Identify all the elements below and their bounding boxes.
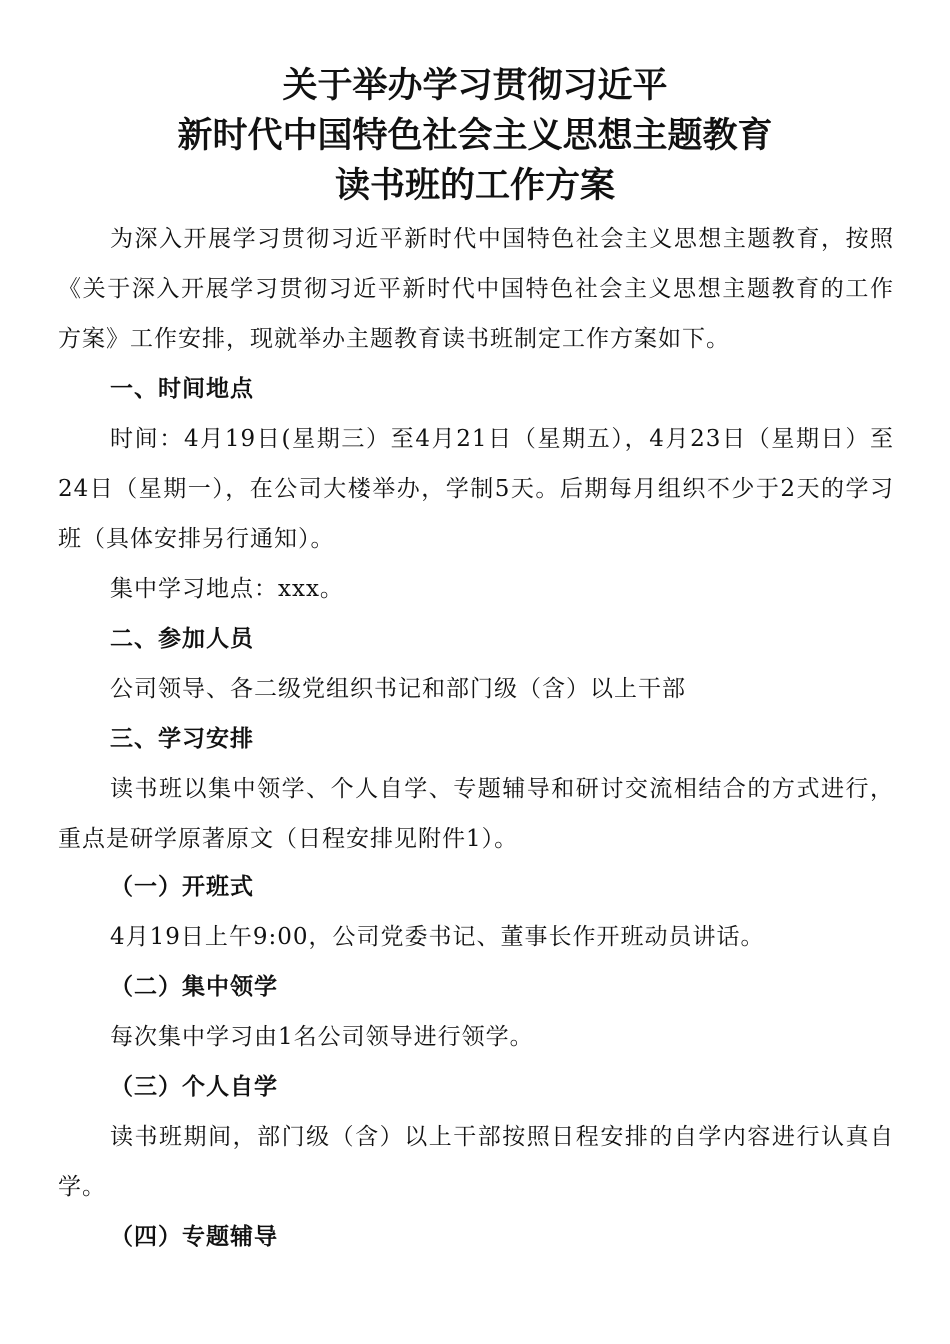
opening-ceremony-paragraph: 4月19日上午9:00，公司党委书记、董事长作开班动员讲话。 xyxy=(110,924,765,950)
self-study-paragraph: 读书班期间，部门级（含）以上干部按照日程安排的自学内容进行认真自学。 xyxy=(58,1124,894,1200)
section-heading-time-location: 一、时间地点 xyxy=(110,376,254,402)
section-heading-study-arrangement: 三、学习安排 xyxy=(110,726,254,752)
study-arrangement-paragraph: 读书班以集中领学、个人自学、专题辅导和研讨交流相结合的方式进行，重点是研学原著原文（日程安排见附件1）。 xyxy=(58,776,894,852)
time-paragraph: 时间：4月19日(星期三）至4月21日（星期五），4月23日（星期日）至24日（星期一），在公司大楼举办，学制5天。后期每月组织不少于2天的学习班（具体安排另行通知）。 xyxy=(58,426,894,552)
document-title-line-2: 新时代中国特色社会主义思想主题教育 xyxy=(177,115,773,156)
subheading-group-study: （二）集中领学 xyxy=(110,974,278,1000)
subheading-self-study: （三）个人自学 xyxy=(110,1074,278,1100)
subheading-special-tutoring: （四）专题辅导 xyxy=(110,1224,278,1250)
section-heading-participants: 二、参加人员 xyxy=(110,626,254,652)
participants-paragraph: 公司领导、各二级党组织书记和部门级（含）以上干部 xyxy=(110,676,686,702)
location-paragraph: 集中学习地点：xxx。 xyxy=(110,576,344,602)
group-study-paragraph: 每次集中学习由1名公司领导进行领学。 xyxy=(110,1024,534,1050)
intro-paragraph: 为深入开展学习贯彻习近平新时代中国特色社会主义思想主题教育，按照《关于深入开展学习贯彻习近平新时代中国特色社会主义思想主题教育的工作方案》工作安排，现就举办主题教育读书班制定工作方案如下。 xyxy=(58,226,894,352)
document-title-line-1: 关于举办学习贯彻习近平 xyxy=(282,65,668,106)
subheading-opening-ceremony: （一）开班式 xyxy=(110,874,254,900)
document-title-line-3: 读书班的工作方案 xyxy=(334,165,615,206)
